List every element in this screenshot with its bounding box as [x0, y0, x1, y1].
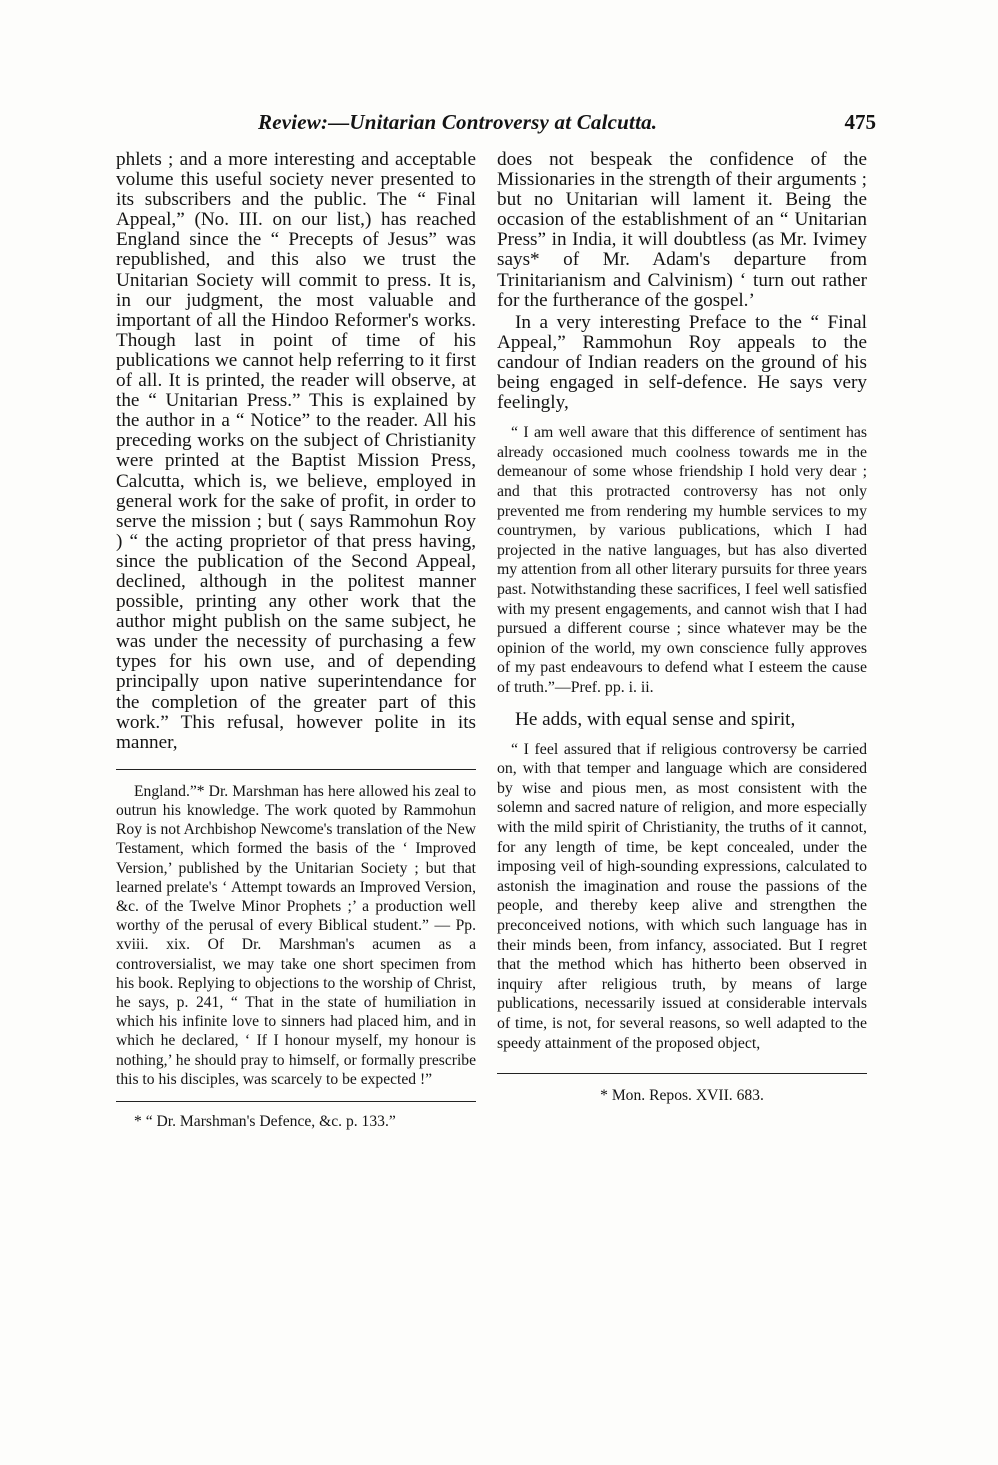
right-column [497, 150, 867, 1105]
footnote-divider [116, 769, 476, 770]
right-footnote-divider [497, 1073, 867, 1074]
block-quote-2: “ I feel assured that if religious controversy be carried on, with that temper and language which are considered by wise and pious men, as most consistent with the solemn and sacred nature of religion, and more especially with the mild spirit of Christianity, the truths of it cannot, for any length of time, be kept concealed, under the imposing veil of high-sounding expressions, calculated to astonish the imagination and rouse the passions of the people, and thereby keep alive and strengthen the preconceived notions, with which such language has in their minds been, from infancy, associated. But I regret that the method which has hitherto been observed in inquiry after religious truth, by means of large publications, necessarily issued at considerable intervals of time, is not, for several reasons, so well adapted to the speedy attainment of the proposed object, [497, 740, 867, 1052]
page-header [118, 106, 876, 140]
footnote-divider-2 [116, 1101, 476, 1102]
right-paragraph-3: He adds, with equal sense and spirit, [515, 708, 796, 730]
block-quote-1: “ I am well aware that this difference of sentiment has already occasioned much coolness towards me in the demeanour of some whose friendship I hold very dear ; and that this protracted controversy has not only prevented me from rendering my humble services to my countrymen, by various publications, which I had projected in the native languages, but has also diverted my attention from all other literary pursuits for three years past. Notwithstanding these sacrifices, I feel well satisfied with my present engagements, and cannot wish that I had pursued a different course ; since whatever may be the opinion of the world, my own conscience fully approves of my past endeavours to defend what I esteem the cause of truth.”—Pref. pp. i. ii. [497, 424, 867, 696]
page-number: 475 [844, 110, 876, 134]
right-footnote: * Mon. Repos. XVII. 683. [600, 1087, 764, 1105]
footnote-continuation: England.”* Dr. Marshman has here allowed his zeal to outrun his knowledge. The work quoted by Rammohun Roy is not Archbishop Newcome's translation of the New Testament, which formed the basis of the ‘ Improved Version,’ published by the Unitarian Society ; but that learned prelate's ‘ Attempt towards an Improved Version, &c. of the Twelve Minor Prophets ;’ a production well worthy of the perusal of every Biblical student.” — Pp. xviii. xix. Of Dr. Marshman's acumen as a controversialist, we may take one short specimen from his book. Replying to objections to the worship of Christ, he says, p. 241, “ That in the state of humiliation in which his infinite love to sinners had placed him, and in which he declared, ‘ If I honour myself, my honour is nothing,’ he should pray to himself, or formally prescribe this to his disciples, was scarcely to be expected !” [116, 782, 476, 1088]
right-paragraph-2: In a very interesting Preface to the “ Final Appeal,” Rammohun Roy appeals to the candour of Indian readers on the ground of his being engaged in self-defence. He says very feelingly, [497, 311, 867, 414]
running-head: Review:—Unitarian Controversy at Calcutta. [258, 110, 658, 134]
left-main-text: phlets ; and a more interesting and acceptable volume this useful society never presented to its subscribers and the public. The “ Final Appeal,” (No. III. on our list,) has reached England since the “ Precepts of Jesus” was republished, and this also we trust the Unitarian Society will commit to press. It is, in our judgment, the most valuable and important of all the Hindoo Reformer's works. Though last in point of time of his publications we cannot help referring to it first of all. It is printed, the reader will observe, at the “ Unitarian Press.” This is explained by the author in a “ Notice” to the reader. All his preceding works on the subject of Christianity were printed at the Baptist Mission Press, Calcutta, which is, we believe, employed in general work for the sake of profit, in order to serve the mission ; but ( says Rammohun Roy ) “ the acting proprietor of that press having, since the publication of the Second Appeal, declined, although in the politest manner possible, printing any other work that the author might publish on the same subject, he was under the necessity of purchasing a few types for his own use, and of depending principally upon native superintendance for the completion of the greater part of this work.” This refusal, however polite in its manner, [116, 149, 476, 753]
left-column [116, 150, 476, 1131]
right-paragraph-1: does not bespeak the confidence of the Missionaries in the strength of their arguments ; but no Unitarian will lament it. Being the occasion of the establishment of an “ Unitarian Press” in India, it will doubtless (as Mr. Ivimey says* of Mr. Adam's departure from Trinitarianism and Calvinism) ‘ turn out rather for the furtherance of the gospel.’ [497, 149, 867, 311]
left-footnote: * “ Dr. Marshman's Defence, &c. p. 133.” [134, 1113, 396, 1131]
